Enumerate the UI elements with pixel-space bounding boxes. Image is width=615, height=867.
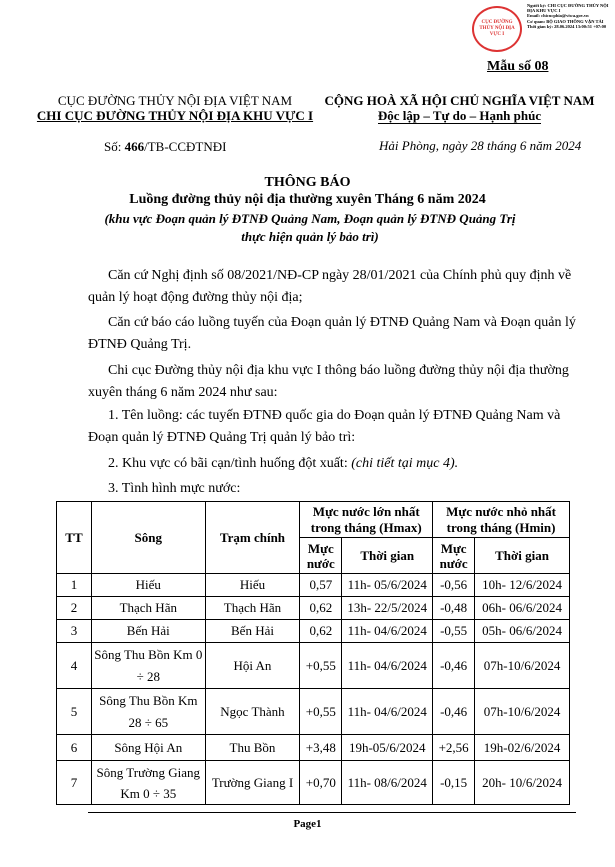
cell-tt: 2 bbox=[57, 597, 92, 620]
signer-line: Người ký: CHI CỤC ĐƯỜNG THỦY NỘI ĐỊA KHU VỰC I bbox=[527, 3, 609, 14]
email-line: Email: chicucphia@viwa.gov.vn bbox=[527, 13, 589, 19]
shoal-area-note: (chi tiết tại mục 4). bbox=[351, 456, 459, 471]
document-subtitle: Luồng đường thủy nội địa thường xuyên Tháng 6 năm 2024 bbox=[129, 192, 486, 207]
paragraph-shoal-area bbox=[88, 453, 576, 475]
header-min-time: Thời gian bbox=[475, 538, 570, 574]
cell-min-time: 06h- 06/6/2024 bbox=[475, 597, 570, 620]
cell-max-level: +0,55 bbox=[300, 643, 342, 689]
cell-tt: 7 bbox=[57, 761, 92, 805]
table-row bbox=[57, 597, 570, 620]
paragraph-announcement: Chi cục Đường thủy nội địa khu vực I thông báo luồng đường thủy nội địa thường xuyên tháng 6 năm 2024 như sau: bbox=[88, 363, 569, 400]
doc-prefix: Số: bbox=[104, 139, 125, 154]
cell-river: Sông Thu Bồn Km 28 ÷ 65 bbox=[91, 689, 205, 735]
cell-station: Hội An bbox=[205, 643, 300, 689]
table-row bbox=[57, 689, 570, 735]
cell-tt: 4 bbox=[57, 643, 92, 689]
header-min-level: Mực nước bbox=[433, 538, 475, 574]
cell-max-level: +0,70 bbox=[300, 761, 342, 805]
header-river: Sông bbox=[91, 502, 205, 574]
header-max-level: Mực nước bbox=[300, 538, 342, 574]
header-hmin: Mực nước nhỏ nhất trong tháng (Hmin) bbox=[433, 502, 570, 538]
cell-river: Thạch Hãn bbox=[91, 597, 205, 620]
cell-station: Hiếu bbox=[205, 574, 300, 597]
header-station: Trạm chính bbox=[205, 502, 300, 574]
table-row bbox=[57, 735, 570, 761]
cell-max-time: 11h- 08/6/2024 bbox=[342, 761, 433, 805]
cell-min-time: 07h-10/6/2024 bbox=[475, 689, 570, 735]
cell-river: Sông Trường Giang Km 0 ÷ 35 bbox=[91, 761, 205, 805]
header-hmax: Mực nước lớn nhất trong tháng (Hmax) bbox=[300, 502, 433, 538]
cell-tt: 5 bbox=[57, 689, 92, 735]
paragraph-report-basis: Căn cứ báo cáo luồng tuyến của Đoạn quản lý ĐTNĐ Quảng Nam và Đoạn quản lý ĐTNĐ Quảng Trị. bbox=[88, 315, 576, 352]
paragraph-route-names: 1. Tên luồng: các tuyến ĐTNĐ quốc gia do Đoạn quản lý ĐTNĐ Quảng Nam và Đoạn quản lý ĐTNĐ Quảng Trị quản lý bảo trì: bbox=[88, 408, 561, 445]
cell-station: Bến Hải bbox=[205, 620, 300, 643]
official-seal bbox=[472, 6, 522, 52]
cell-max-level: +3,48 bbox=[300, 735, 342, 761]
table-header-row bbox=[57, 502, 570, 538]
cell-min-time: 19h-02/6/2024 bbox=[475, 735, 570, 761]
cell-min-time: 20h- 10/6/2024 bbox=[475, 761, 570, 805]
cell-tt: 1 bbox=[57, 574, 92, 597]
paragraph-water-level: 3. Tình hình mực nước: bbox=[108, 481, 241, 496]
cell-max-time: 11h- 04/6/2024 bbox=[342, 620, 433, 643]
table-row bbox=[57, 574, 570, 597]
cell-max-time: 11h- 04/6/2024 bbox=[342, 689, 433, 735]
cell-max-level: +0,55 bbox=[300, 689, 342, 735]
doc-number-value: 466 bbox=[124, 139, 145, 154]
table-row bbox=[57, 643, 570, 689]
cell-min-level: +2,56 bbox=[433, 735, 475, 761]
cell-tt: 3 bbox=[57, 620, 92, 643]
organization-name-text: CHI CỤC ĐƯỜNG THỦY NỘI ĐỊA KHU VỰC I bbox=[36, 108, 314, 123]
water-level-table bbox=[56, 501, 570, 805]
cell-station: Thu Bồn bbox=[205, 735, 300, 761]
organization-name bbox=[30, 108, 320, 124]
cell-station: Thạch Hãn bbox=[205, 597, 300, 620]
cell-max-time: 11h- 04/6/2024 bbox=[342, 643, 433, 689]
cell-min-time: 10h- 12/6/2024 bbox=[475, 574, 570, 597]
cell-min-level: -0,46 bbox=[433, 689, 475, 735]
cell-max-level: 0,62 bbox=[300, 597, 342, 620]
cell-river: Bến Hải bbox=[91, 620, 205, 643]
cell-min-time: 07h-10/6/2024 bbox=[475, 643, 570, 689]
header-tt: TT bbox=[57, 502, 92, 574]
cell-station: Trường Giang I bbox=[205, 761, 300, 805]
sign-time-line: Thời gian ký: 28.06.2024 13:00:51 +07:00 bbox=[527, 23, 607, 29]
footer-divider bbox=[88, 812, 576, 813]
cell-river: Sông Hội An bbox=[91, 735, 205, 761]
cell-min-level: -0,55 bbox=[433, 620, 475, 643]
shoal-area-text: 2. Khu vực có bãi cạn/tình huống đột xuất: bbox=[108, 456, 352, 471]
cell-min-level: -0,48 bbox=[433, 597, 475, 620]
doc-suffix: /TB-CCĐTNĐI bbox=[144, 139, 227, 154]
document-number bbox=[104, 139, 226, 155]
cell-min-time: 05h- 06/6/2024 bbox=[475, 620, 570, 643]
table-row bbox=[57, 761, 570, 805]
cell-max-time: 19h-05/6/2024 bbox=[342, 735, 433, 761]
cell-min-level: -0,15 bbox=[433, 761, 475, 805]
national-motto-text: Độc lập – Tự do – Hạnh phúc bbox=[377, 108, 542, 123]
cell-min-level: -0,56 bbox=[433, 574, 475, 597]
cell-river: Sông Thu Bồn Km 0 ÷ 28 bbox=[91, 643, 205, 689]
table-row bbox=[57, 620, 570, 643]
cell-river: Hiếu bbox=[91, 574, 205, 597]
cell-max-level: 0,62 bbox=[300, 620, 342, 643]
cell-max-level: 0,57 bbox=[300, 574, 342, 597]
parent-organization: CỤC ĐƯỜNG THỦY NỘI ĐỊA VIỆT NAM bbox=[57, 93, 293, 108]
seal-text: CỤC ĐƯỜNG THỦY NỘI ĐỊA VỰC I bbox=[479, 20, 515, 37]
document-title: THÔNG BÁO bbox=[264, 175, 351, 190]
page-number: Page1 bbox=[293, 818, 322, 830]
paragraph-legal-basis: Căn cứ Nghị định số 08/2021/NĐ-CP ngày 28/01/2021 của Chính phủ quy định về quản lý hoạt động đường thủy nội địa; bbox=[88, 268, 572, 305]
cell-max-time: 11h- 05/6/2024 bbox=[342, 574, 433, 597]
national-motto bbox=[312, 108, 607, 124]
national-title: CỘNG HOÀ XÃ HỘI CHỦ NGHĨA VIỆT NAM bbox=[324, 93, 595, 108]
form-number: Mẫu số 08 bbox=[487, 59, 549, 74]
cell-station: Ngọc Thành bbox=[205, 689, 300, 735]
agency-line: Cơ quan: BỘ GIAO THÔNG VẬN TẢI bbox=[527, 18, 604, 24]
cell-max-time: 13h- 22/5/2024 bbox=[342, 597, 433, 620]
header-max-time: Thời gian bbox=[342, 538, 433, 574]
cell-tt: 6 bbox=[57, 735, 92, 761]
document-scope: (khu vực Đoạn quản lý ĐTNĐ Quảng Nam, Đoạn quản lý ĐTNĐ Quảng Trị thực hiện quản lý bảo trì) bbox=[104, 211, 516, 244]
signature-info bbox=[527, 3, 613, 29]
cell-min-level: -0,46 bbox=[433, 643, 475, 689]
place-date: Hải Phòng, ngày 28 tháng 6 năm 2024 bbox=[379, 138, 582, 153]
